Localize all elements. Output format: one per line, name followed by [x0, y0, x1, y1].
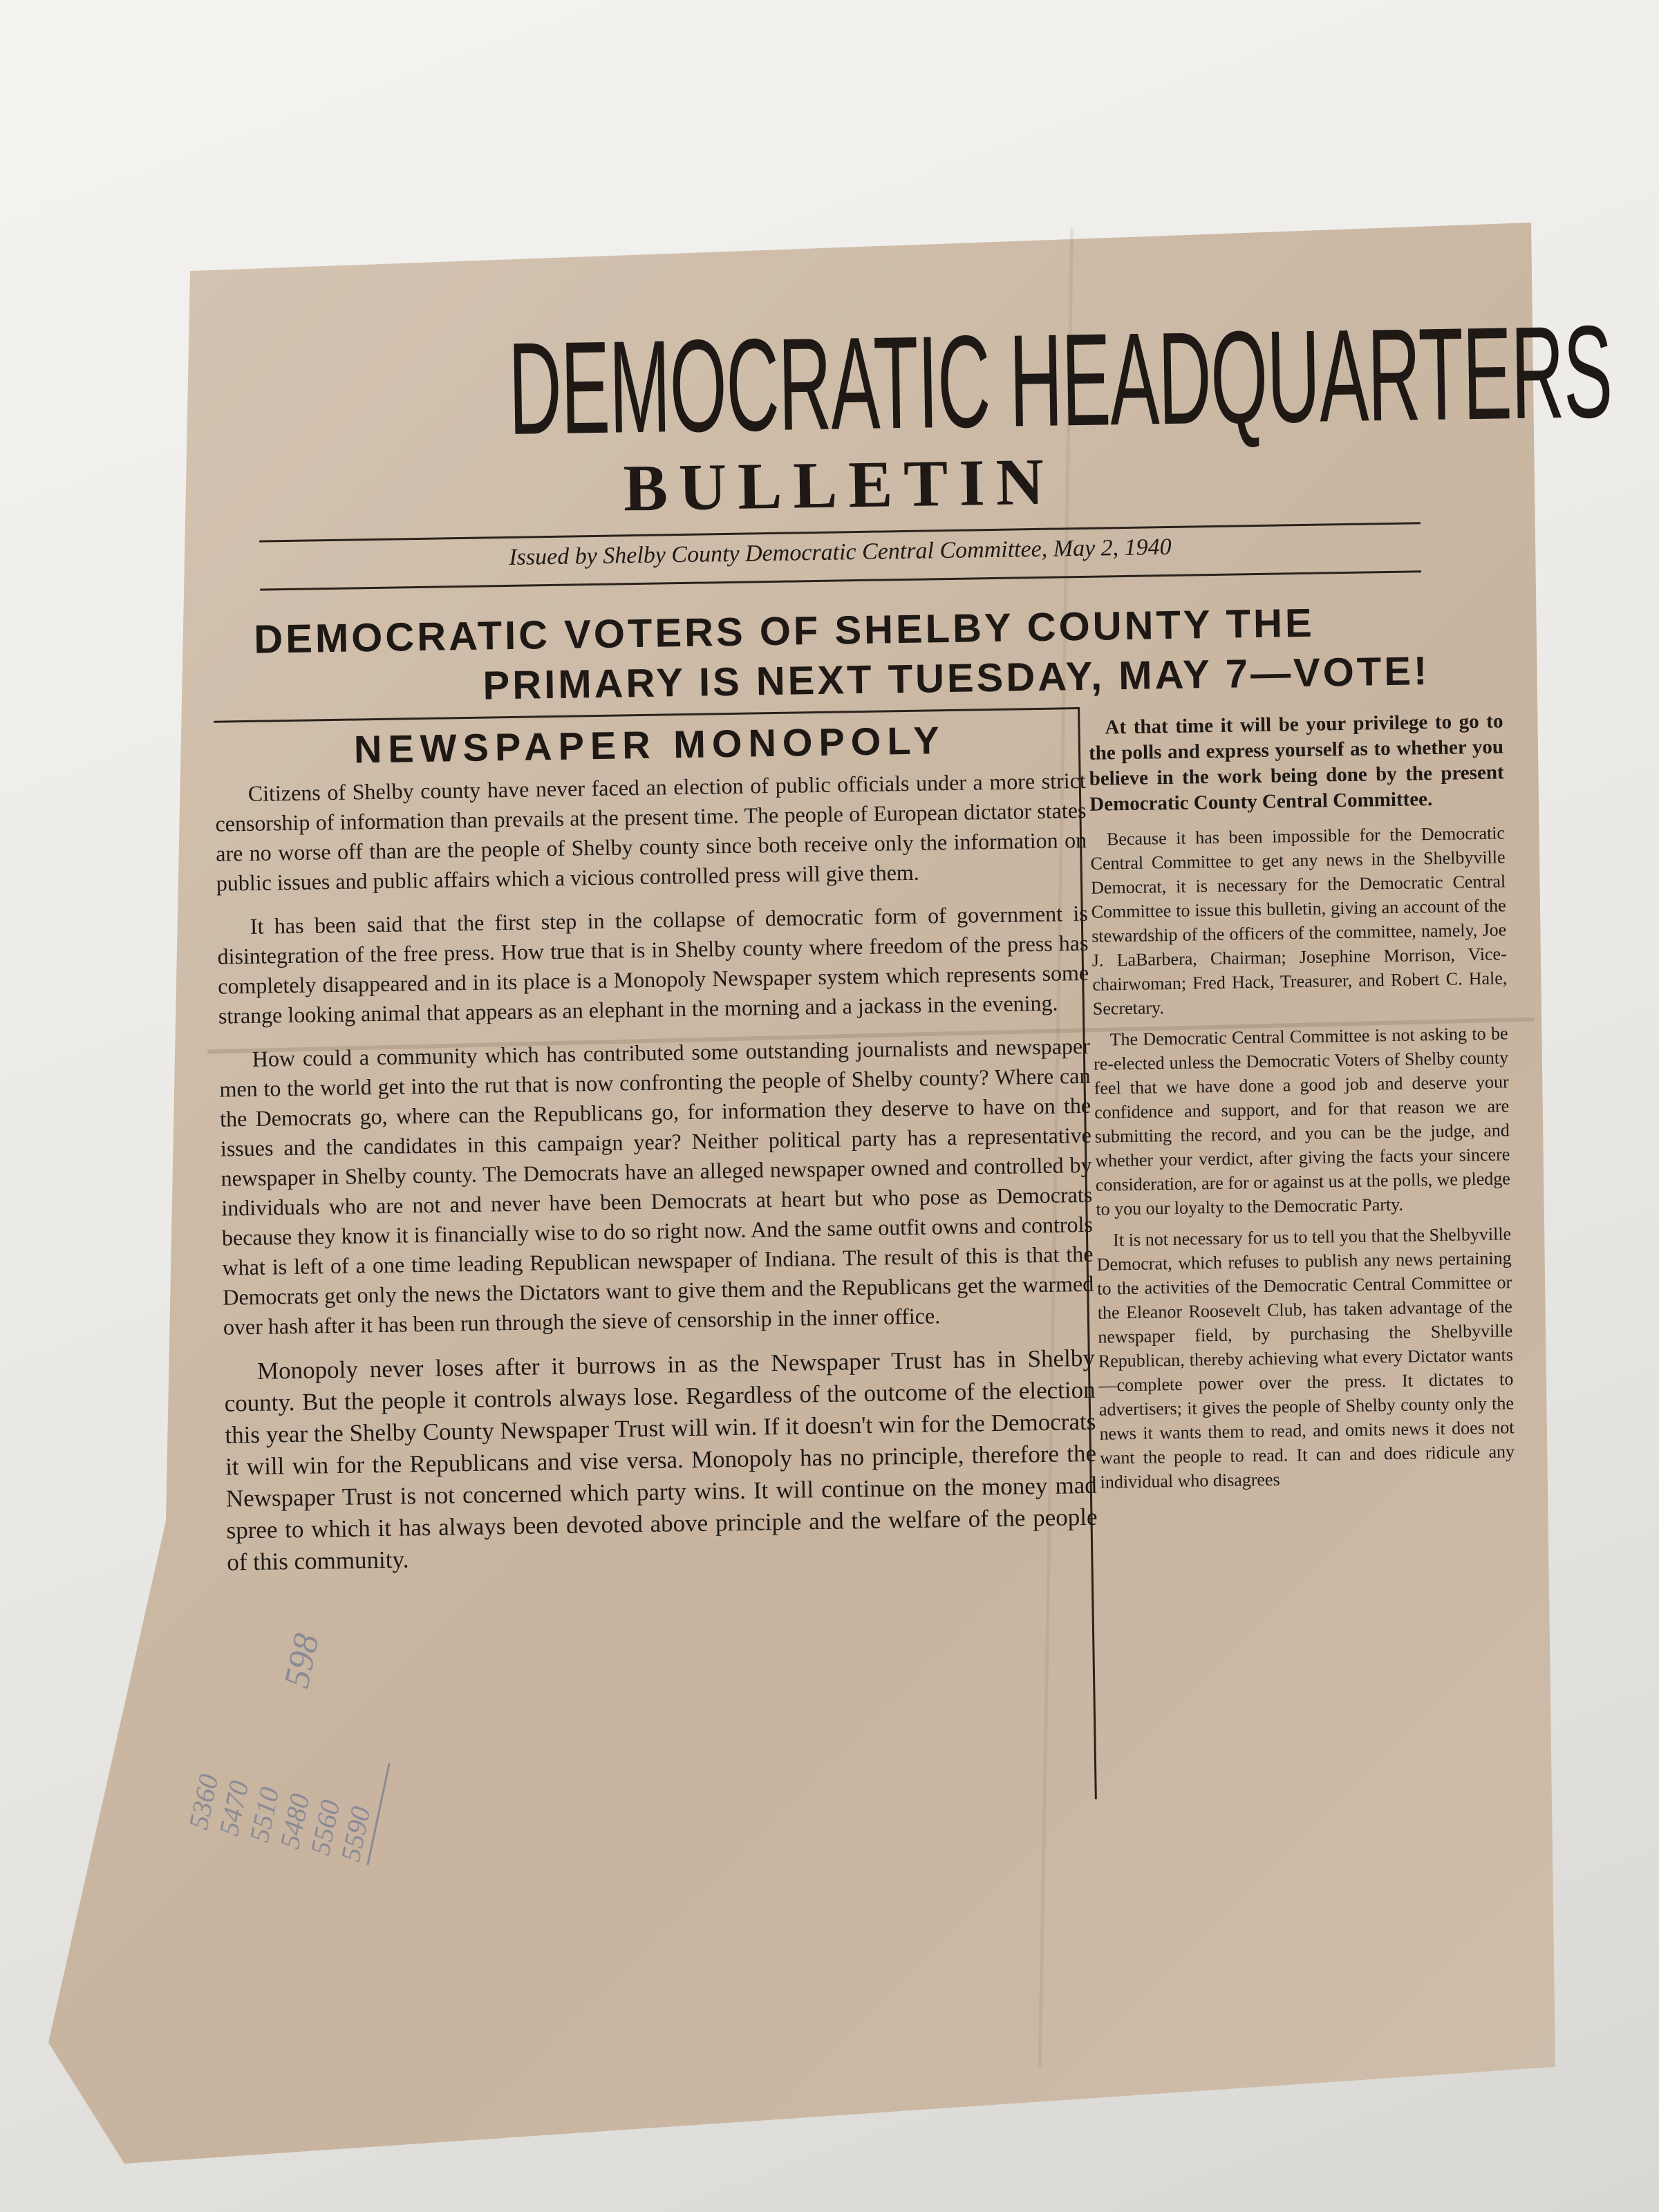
- bulletin-content: [207, 298, 1613, 2083]
- article-paragraph: Monopoly never loses after it burrows in as the Newspaper Trust has in Shelby county. But the people it controls always lose. Regardless of the outcome of the election this year the Shelby County Newspaper Trust will win. If it doesn't win for the Democrats it will win for the Republicans and vise versa. Monopoly has no principle, therefore the Newspaper Trust is not concerned which party wins. It will continue on the money mad spree to which it has always been devoted above principle and the welfare of the people of this community.: [224, 1344, 1098, 1576]
- sidebar-paragraph: The Democratic Central Committee is not asking to be re-elected unless the Democratic Voters of Shelby county feel that we have done a good job and deserve your confidence and support, and for that reason we are submitting the record, and you can be the judge, and whether your verdict, after giving the facts your sincere consideration, are for or against us at the polls, we pledge to you our loyalty to the Democratic Party.: [1093, 1023, 1511, 1219]
- article-paragraph: It has been said that the first step in the collapse of democratic form of government is disintegration of the free press. How true that is in Shelby county where freedom of the press has completely disappeared and in its place is a Monopoly Newspaper system which represents some strange looking animal that appears as an elephant in the morning and a jackass in the evening.: [217, 900, 1089, 1029]
- pencil-number: 5560: [303, 1797, 346, 1858]
- pencil-number: 5480: [273, 1790, 316, 1852]
- pencil-number: 5360: [182, 1771, 225, 1833]
- article-column: [214, 715, 1098, 1593]
- pencil-number: 5510: [243, 1784, 285, 1845]
- sidebar-lead: At that time it will be your privilege to go to the polls and express yourself as to whether you believe in the work being done by the present Democratic County Central Committee.: [1088, 710, 1504, 816]
- pencil-total: 598: [276, 1630, 327, 1691]
- article-paragraph: Citizens of Shelby county have never faced an election of public officials under a more strict censorship of information than prevails at the present time. The people of European dictator states are no worse off than are the people of Shelby county since both receive only the information on public issues and public affairs which a vicious controlled press will give them.: [215, 767, 1087, 896]
- banner-line-1: DEMOCRATIC VOTERS OF SHELBY COUNTY THE: [253, 600, 1315, 662]
- sidebar-paragraph: Because it has been impossible for the Democratic Central Committee to get any news in the Shelbyville Democrat, it is necessary for the Democratic Central Committee to issue this bulletin, giving an account of the stewardship of the officers of the committee, namely, Joe J. LaBarbera, Chairman; Josephine Morrison, Vice-chairwoman; Fred Hack, Treasurer, and Robert C. Hale, Secretary.: [1090, 823, 1508, 1019]
- pencil-number: 5470: [212, 1777, 255, 1839]
- sidebar-column: [1088, 709, 1515, 1501]
- masthead-rule-bottom: [260, 570, 1421, 590]
- masthead-title: DEMOCRATIC HEADQUARTERS: [507, 298, 1613, 462]
- pencil-number: 5590: [334, 1803, 377, 1864]
- article-paragraph: How could a community which has contributed some outstanding journalists and newspaper men to the world get into the rut that is now confronting the people of Shelby county? Where can the Democrats go, where can the Republicans go, for information they deserve to have on the issues and the candidates in this campaign year? Neither political party has a representative newspaper in Shelby county. The Democrats have an alleged newspaper owned and controlled by individuals who are not and never have been Democrats at heart but who pose as Democrats because they know it is financially wise to do so right now. And the same outfit owns and controls what is left of a one time leading Republican newspaper of Indiana. The result of this is that the Democrats get only the news the Dictators want to give them and the Republicans get the warmed over hash after it has been run through the sieve of censorship in the inner office.: [219, 1033, 1094, 1340]
- masthead-subtitle: BULLETIN: [623, 444, 1056, 525]
- issued-line: Issued by Shelby County Democratic Central Committee, May 2, 1940: [509, 534, 1172, 570]
- sidebar-paragraph: It is not necessary for us to tell you that the Shelbyville Democrat, which refuses to publish any news pertaining to the activities of the Democratic Central Committee or the Eleanor Roosevelt Club, has taken advantage of the newspaper field, by purchasing the Shelbyville Republican, thereby achieving what every Dictator wants—complete power over the press. It dictates to advertisers; it gives the people of Shelby county only the news it wants them to read, and omits news it does not want the people to read. It can and does ridicule any individual who disagrees: [1096, 1224, 1515, 1492]
- article-headline: NEWSPAPER MONOPOLY: [353, 718, 946, 771]
- banner-line-2: PRIMARY IS NEXT TUESDAY, MAY 7—VOTE!: [482, 648, 1430, 709]
